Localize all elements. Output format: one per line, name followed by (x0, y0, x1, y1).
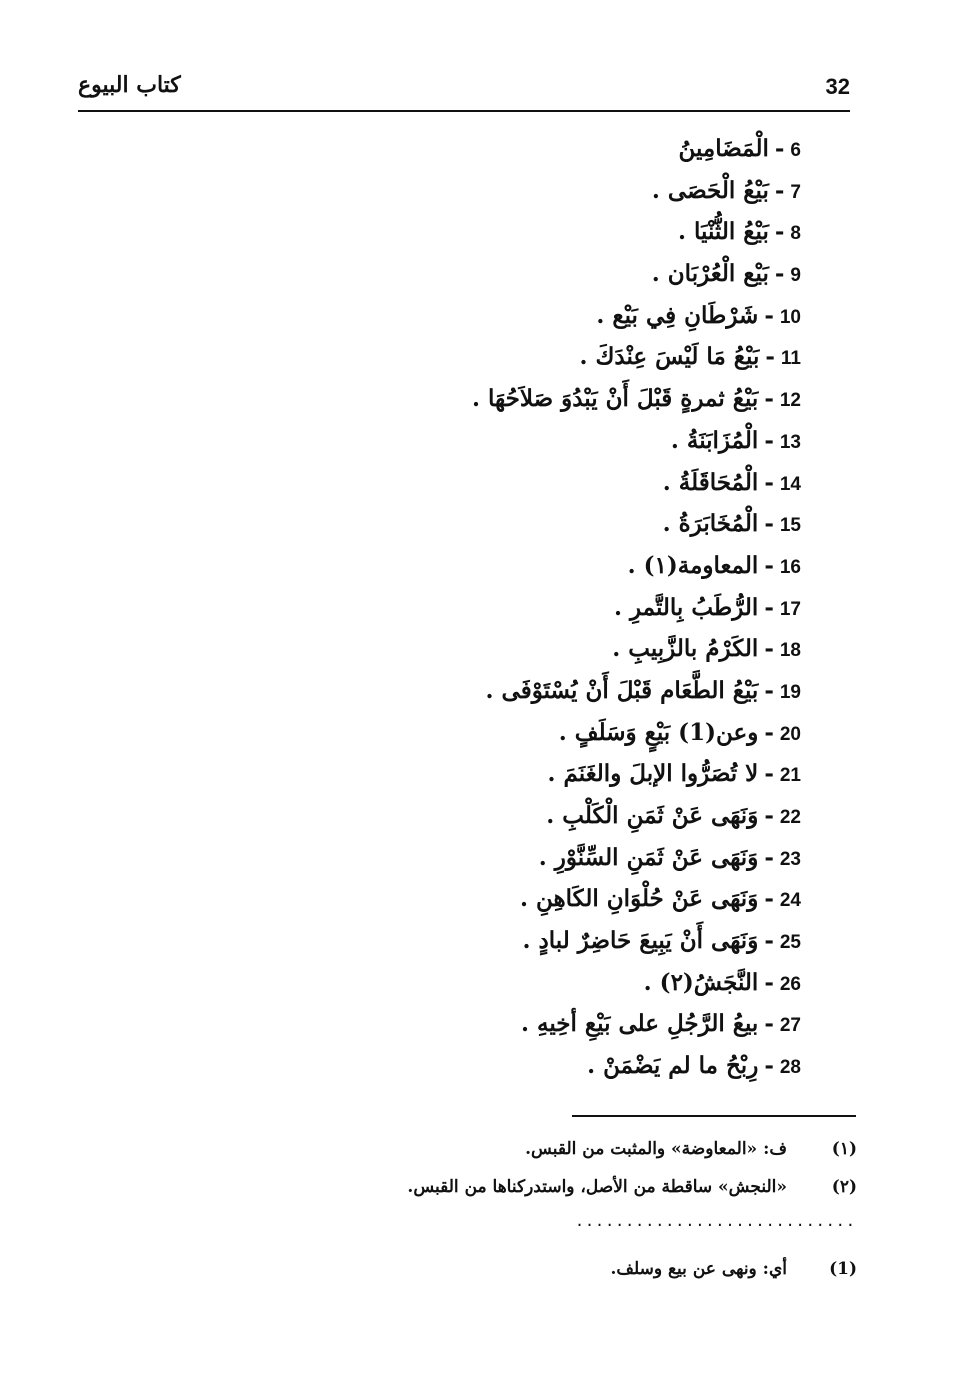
list-item (0, 503, 961, 545)
list-item (0, 462, 961, 504)
item-text: بَيْعُ ثمرةٍ قَبْلَ أَنْ يَبْدُوَ صَلاَحُهَا . (472, 385, 759, 413)
list-item (0, 128, 961, 170)
list-item (0, 712, 961, 754)
item-number: 25 (779, 932, 801, 954)
list-item (0, 295, 961, 337)
footnote-marker: (1) (829, 1259, 857, 1279)
item-dash: - (774, 260, 785, 288)
list-item (0, 670, 961, 712)
footnote-text: «النجش» ساقطة من الأصل، واستدركناها من القبس. (407, 1177, 787, 1197)
item-number: 26 (779, 973, 801, 995)
item-number: 17 (779, 598, 801, 620)
item-number: 20 (779, 723, 801, 745)
item-text: الْمُزَابَنَةُ . (670, 426, 759, 454)
footnotes-list (0, 1130, 961, 1206)
item-text: بَيْعُ الطَّعَام قَبْلَ أَنْ يُسْتَوْفَى . (485, 676, 759, 704)
list-item (0, 378, 961, 420)
book-title: كتاب البيوع (78, 72, 181, 98)
item-number: 11 (780, 348, 801, 370)
item-number: 23 (779, 848, 801, 870)
item-number: 16 (779, 556, 801, 578)
item-number: 21 (779, 765, 801, 787)
item-dash: - (764, 1052, 774, 1080)
item-text: الْمُحَاقَلَةُ . (662, 468, 759, 496)
list-item (0, 170, 961, 212)
list-item (0, 628, 961, 670)
footnotes-list-secondary (0, 1250, 961, 1288)
item-text: الْمُخَابَرَةُ . (662, 510, 759, 538)
item-text: الرُّطَبُ بِالتَّمرِ . (613, 593, 759, 621)
item-dash: - (764, 468, 774, 496)
item-number: 12 (779, 390, 801, 412)
item-number: 22 (779, 807, 801, 828)
item-number: 7 (790, 181, 801, 203)
item-number: 15 (779, 515, 801, 537)
footnote-text: أي: ونهى عن بيع وسلف. (610, 1259, 787, 1279)
item-text: بيعُ الرَّجُلِ على بَيْعِ أخِيهِ . (520, 1010, 759, 1038)
footnote-text: ف: «المعاوضة» والمثبت من القبس. (525, 1139, 787, 1159)
item-number: 10 (779, 306, 801, 328)
page-number: 32 (825, 74, 850, 99)
footnote-marker: (٢) (831, 1177, 857, 1197)
list-item (0, 837, 961, 879)
item-number: 19 (779, 681, 801, 703)
item-text: شَرْطَانِ فِي بَيْع . (596, 301, 759, 329)
item-dash: - (764, 301, 774, 329)
item-dash: - (764, 760, 774, 788)
item-dash: - (764, 593, 774, 621)
item-text: لا تُصَرُّوا الإبلَ والغَنَمَ . (547, 760, 759, 788)
item-dash: - (764, 1010, 774, 1038)
item-text: وَنَهَى عَنْ حُلْوَانِ الكَاهِنِ . (520, 885, 759, 913)
footnote-marker: (١) (831, 1139, 857, 1159)
list-item (0, 795, 961, 837)
item-dash: - (764, 426, 774, 454)
item-number: 24 (779, 890, 801, 912)
list-item (0, 962, 961, 1004)
item-text: وعن(1) بَيْعٍ وَسَلَفٍ . (558, 718, 759, 746)
item-dash: - (764, 510, 774, 538)
item-text: الكَرْمُ بالزَّبِيبِ . (612, 635, 759, 663)
footnote (0, 1130, 961, 1168)
item-number: 6 (790, 140, 801, 161)
item-dash: - (764, 885, 774, 913)
item-number: 28 (779, 1057, 801, 1079)
item-text: بَيْعُ الْحَصَى . (651, 176, 769, 204)
footnote-separator: ............................ (575, 1212, 856, 1230)
list-item (0, 1003, 961, 1045)
item-text: رِبْحُ ما لم يَضْمَنْ . (587, 1052, 759, 1080)
item-dash: - (764, 718, 774, 746)
item-dash: - (774, 176, 785, 204)
list-item (0, 545, 961, 587)
item-number: 27 (779, 1015, 801, 1037)
item-dash: - (774, 135, 785, 162)
list-item (0, 253, 961, 295)
item-dash: - (764, 676, 774, 704)
item-dash: - (765, 343, 775, 371)
item-dash: - (764, 635, 774, 663)
item-dash: - (764, 551, 774, 579)
item-number: 14 (779, 473, 801, 495)
list-item (0, 1045, 961, 1087)
list-item (0, 920, 961, 962)
item-dash: - (764, 843, 774, 871)
item-text: النَّجَشُ(٢) . (643, 968, 759, 996)
footnote (0, 1250, 961, 1288)
item-text: بَيْع الْعُرْبَان . (651, 260, 769, 288)
item-text: وَنَهَى عَنْ ثَمَنِ الْكَلْبِ . (546, 802, 759, 829)
item-text: المعاومة(١) . (627, 551, 759, 579)
item-number: 8 (790, 223, 801, 245)
item-text: وَنَهَى عَنْ ثَمَنِ السِّنَّوْرِ . (538, 843, 759, 871)
item-text: بَيْعُ مَا لَيْسَ عِنْدَكَ . (579, 343, 760, 371)
footnote-rule (572, 1115, 856, 1117)
list-item (0, 336, 961, 378)
item-dash: - (764, 927, 774, 955)
list-item (0, 211, 961, 253)
running-header (78, 72, 850, 112)
list-item (0, 753, 961, 795)
item-dash: - (764, 385, 774, 413)
item-text: الْمَضَامِينُ (678, 135, 769, 162)
item-dash: - (764, 968, 774, 996)
item-number: 9 (790, 265, 801, 287)
footnote (0, 1168, 961, 1206)
item-dash: - (764, 802, 774, 829)
numbered-list (0, 128, 961, 1087)
item-number: 13 (779, 431, 801, 453)
list-item (0, 420, 961, 462)
item-number: 18 (779, 640, 801, 662)
item-dash: - (774, 218, 785, 246)
item-text: وَنَهَى أَنْ يَبِيعَ حَاضِرٌ لبادٍ . (522, 927, 759, 955)
item-text: بَيْعُ الثُّنْيَا . (678, 218, 769, 246)
list-item (0, 878, 961, 920)
list-item (0, 587, 961, 629)
